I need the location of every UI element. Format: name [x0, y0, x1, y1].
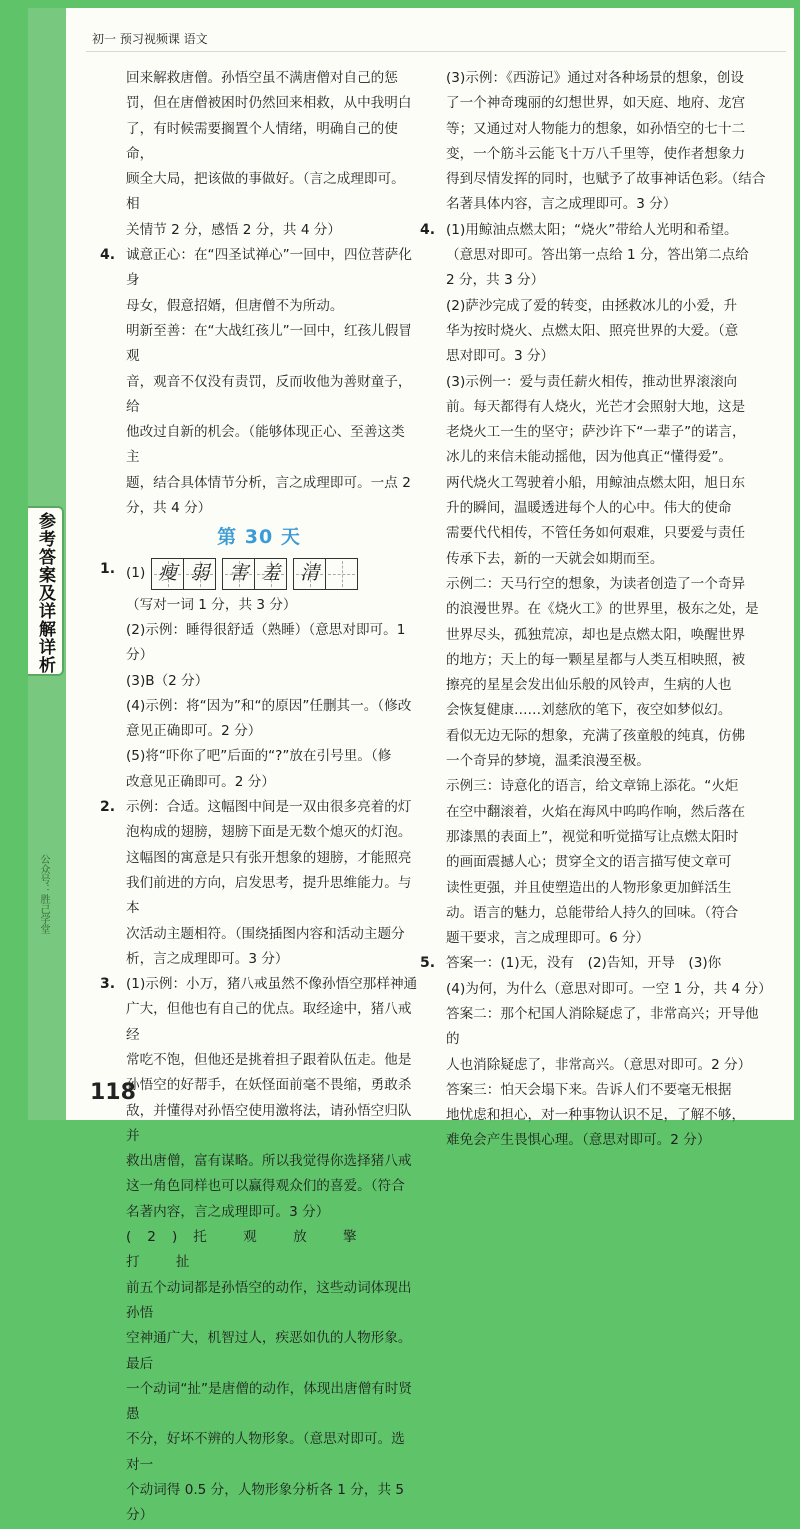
question-3	[100, 972, 418, 1529]
question-number: 2.	[100, 799, 116, 816]
verb-list: (2)托 观 放 擎 打 扯	[126, 1229, 373, 1271]
text-line: 不分，好坏不辨的人物形象。（意思对即可。选对一	[126, 1431, 405, 1473]
side-watermark: 公众号：胜己学堂	[38, 854, 49, 934]
text-line: (3)示例：《西游记》通过对各种场景的想象，创设	[446, 70, 744, 86]
text-line: 这一角色同样也可以赢得观众们的喜爱。（符合	[126, 1178, 405, 1195]
text-line: 题，结合具体情节分析，言之成理即可。一点 2	[126, 474, 411, 491]
text-line: 意见正确即可。2 分）	[126, 723, 262, 740]
text-line: 2 分，共 3 分）	[446, 272, 545, 289]
text-line: 母女，假意招婿，但唐僧不为所动。	[126, 297, 344, 314]
text-line: (2)萨沙完成了爱的转变，由拯救冰儿的小爱，升	[446, 297, 738, 314]
text-line: （写对一词 1 分，共 3 分）	[126, 596, 297, 613]
grid-char: 羞	[261, 561, 281, 584]
text-line: 会恢复健康……刘慈欣的笔下，夜空如梦似幻。	[446, 702, 732, 719]
text-line: 华为按时烧火、点燃太阳、照亮世界的大爱。（意	[446, 322, 739, 339]
text-line: (4)为何，为什么（意思对即可。一空 1 分，共 4 分）	[446, 980, 772, 997]
text-line: 题干要求，言之成理即可。6 分）	[446, 930, 650, 947]
text-line: 敌，并懂得对孙悟空使用激将法，请孙悟空归队并	[126, 1102, 412, 1144]
text-line: 思对即可。3 分）	[446, 348, 555, 365]
text-line: 广大，但他也有自己的优点。取经途中，猪八戒经	[126, 1001, 412, 1043]
answer-page	[28, 8, 794, 1524]
text-line: 地忧虑和担心，对一种事物认识不足，了解不够，	[446, 1107, 746, 1124]
text-line: (1)示例：小万，猪八戒虽然不像孙悟空那样神通	[126, 976, 418, 993]
grid-char: 害	[229, 561, 249, 584]
text-line: 救出唐僧，富有谋略。所以我觉得你选择猪八戒	[126, 1153, 412, 1170]
page-header: 初一 预习视频课 语文	[92, 32, 208, 46]
text-line: 冰儿的来信未能动摇他，因为他真正“懂得爱”。	[446, 449, 732, 466]
text-line: 世界尽头，孤独荒凉，却也是点燃太阳，唤醒世界	[446, 626, 746, 643]
text-line: 一个动词“扯”是唐僧的动作，体现出唐僧有时贤愚	[126, 1380, 412, 1423]
text-line: 顾全大局，把该做的事做好。（言之成理即可。相	[126, 171, 405, 213]
grid-word	[222, 558, 287, 590]
text-line: 动。语言的魅力，总能带给人持久的回味。（符合	[446, 904, 739, 921]
text-line: 明新至善：在“大战红孩儿”一回中，红孩儿假冒观	[126, 322, 412, 365]
text-line: 传承下去，新的一天就会如期而至。	[446, 550, 664, 567]
text-line: 老烧火工一生的坚守；萨沙许下“一辈子”的诺言，	[446, 424, 746, 441]
grid-cell	[294, 558, 326, 590]
grid-char: 弱	[190, 561, 210, 584]
question-number: 4.	[420, 221, 436, 238]
text-line: 的浪漫世界。在《烧火工》的世界里，极东之处，是	[446, 601, 759, 618]
grid-cell	[184, 558, 216, 590]
text-line: (5)将“吓你了吧”后面的“?”放在引号里。（修	[126, 748, 392, 765]
text-line: 的画面震撼人心；贯穿全文的语言描写使文章可	[446, 854, 732, 871]
text-line: 了，有时候需要搁置个人情绪，明确自己的使命，	[126, 120, 398, 162]
text-line: 诚意正心：在“四圣试禅心”一回中，四位菩萨化身	[126, 247, 412, 289]
left-column	[100, 66, 418, 1529]
text-line: 常吃不饱，但他还是挑着担子跟着队伍走。他是	[126, 1051, 412, 1068]
text-line: 答案三：怕天会塌下来。告诉人们不要毫无根据	[446, 1081, 732, 1098]
text-line: 分，共 4 分）	[126, 500, 212, 517]
text-line: 名著具体内容，言之成理即可。3 分）	[446, 196, 677, 213]
grid-char: 清	[300, 561, 320, 584]
text-line: 名著内容，言之成理即可。3 分）	[126, 1203, 330, 1220]
text-line: 需要代代相传，不管任务如何艰难，只要爱与责任	[446, 525, 746, 542]
grid-cell	[152, 558, 184, 590]
grid-char: 瘦	[158, 561, 178, 584]
text-line: 回来解救唐僧。孙悟空虽不满唐僧对自己的惩	[126, 70, 398, 86]
text-line: 关情节 2 分，感悟 2 分，共 4 分）	[126, 221, 341, 238]
text-line: (3)B（2 分）	[126, 672, 209, 689]
question-number: 5.	[420, 955, 436, 972]
text-line: 改意见正确即可。2 分）	[126, 773, 275, 790]
text-line: 人也消除疑虑了，非常高兴。（意思对即可。2 分）	[446, 1056, 752, 1073]
character-grid	[126, 557, 418, 591]
question-4-left	[100, 243, 418, 521]
text-line: 读性更强，并且使塑造出的人物形象更加鲜活生	[446, 879, 732, 896]
grid-cell	[223, 558, 255, 590]
header-divider	[86, 51, 786, 52]
grid-cell	[255, 558, 287, 590]
text-line: (1)用鲸油点燃太阳；“烧火”带给人光明和希望。	[446, 221, 738, 238]
text-line: 我们前进的方向，启发思考，提升思维能力。与本	[126, 874, 412, 917]
question-5	[420, 951, 770, 1153]
question-1	[100, 557, 418, 795]
text-line: 罚，但在唐僧被困时仍然回来相救，从中我明白	[126, 95, 412, 112]
text-line: 泡构成的翅膀，翅膀下面是无数个熄灭的灯泡。	[126, 824, 412, 841]
page-number: 118	[90, 1080, 136, 1105]
question-number: 1.	[100, 560, 116, 577]
text-line: 他改过自新的机会。（能够体现正心、至善这类主	[126, 424, 405, 466]
side-title: 参考答案及详解详析	[35, 512, 55, 674]
text-line: 答案一：(1)无，没有 (2)告知，开导 (3)你	[446, 955, 722, 972]
text-line: 擦亮的星星会发出仙乐般的风铃声，生病的人也	[446, 677, 732, 694]
text-line: 两代烧火工驾驶着小船，用鲸油点燃太阳，旭日东	[446, 474, 746, 491]
text-line: 示例：合适。这幅图中间是一双由很多亮着的灯	[126, 799, 412, 816]
text-line: 变，一个筋斗云能飞十万八千里等，使作者想象力	[446, 145, 746, 162]
text-line: 析，言之成理即可。3 分）	[126, 950, 289, 967]
question-number: 4.	[100, 247, 116, 264]
text-line: 难免会产生畏惧心理。（意思对即可。2 分）	[446, 1132, 711, 1149]
text-line: 示例二：天马行空的想象，为读者创造了一个奇异	[446, 575, 746, 592]
grid-cell	[326, 558, 358, 590]
text-line: (3)示例一：爱与责任薪火相传，推动世界滚滚向	[446, 373, 738, 390]
text-line: 答案二：那个杞国人消除疑虑了，非常高兴；开导他的	[446, 1005, 759, 1048]
text-line: 前五个动词都是孙悟空的动作，这些动词体现出孙悟	[126, 1279, 412, 1321]
text-line: 音，观音不仅没有责罚，反而收他为善财童子，给	[126, 373, 412, 415]
text-line: 看似无边无际的想象，充满了孩童般的纯真，仿佛	[446, 727, 746, 744]
text-line: （意思对即可。答出第一点给 1 分，答出第二点给	[446, 247, 749, 264]
text-line: 次活动主题相符。（围绕插图内容和活动主题分	[126, 925, 405, 942]
right-continuation	[420, 66, 770, 218]
question-number: 3.	[100, 976, 116, 993]
text-line: 个动词得 0.5 分，人物形象分析各 1 分，共 5 分）	[126, 1482, 405, 1524]
text-line: 前。每天都得有人烧火，光芒才会照射大地，这是	[446, 398, 746, 415]
question-2	[100, 795, 418, 972]
right-column	[420, 66, 770, 1154]
text-line: 这幅图的寓意是只有张开想象的翅膀，才能照亮	[126, 849, 412, 866]
text-line: 孙悟空的好帮手，在妖怪面前毫不畏缩，勇敢杀	[126, 1077, 412, 1094]
grid-word	[293, 558, 358, 590]
left-continuation	[100, 66, 418, 243]
day-heading: 第 30 天	[217, 526, 301, 549]
text-line: 示例三：诗意化的语言，给文章锦上添花。“火炬	[446, 778, 739, 795]
text-line: 那漆黑的表面上”，视觉和听觉描写让点燃太阳时	[446, 828, 739, 845]
text-line: 在空中翻滚着，火焰在海风中呜呜作响，然后落在	[446, 803, 746, 820]
text-line: 空神通广大，机智过人，疾恶如仇的人物形象。最后	[126, 1330, 412, 1372]
text-line: 一个奇异的梦境，温柔浪漫至极。	[446, 753, 650, 770]
text-line: 的地方；天上的每一颗星星都与人类互相映照，被	[446, 651, 746, 668]
sub-label: (1)	[126, 564, 146, 581]
question-4-right	[420, 218, 770, 952]
text-line: 升的瞬间，温暖透进每个人的心中。伟大的使命	[446, 500, 732, 517]
text-line: 等；又通过对人物能力的想象，如孙悟空的七十二	[446, 120, 746, 137]
text-line: 了一个神奇瑰丽的幻想世界，如天庭、地府、龙宫	[446, 95, 746, 112]
text-line: 得到尽情发挥的同时，也赋予了故事神话色彩。（结合	[446, 171, 766, 188]
text-line: (2)示例：睡得很舒适（熟睡）（意思对即可。1 分）	[126, 621, 406, 664]
grid-word	[151, 558, 216, 590]
text-line: (4)示例：将“因为”和“的原因”任删其一。（修改	[126, 697, 412, 714]
